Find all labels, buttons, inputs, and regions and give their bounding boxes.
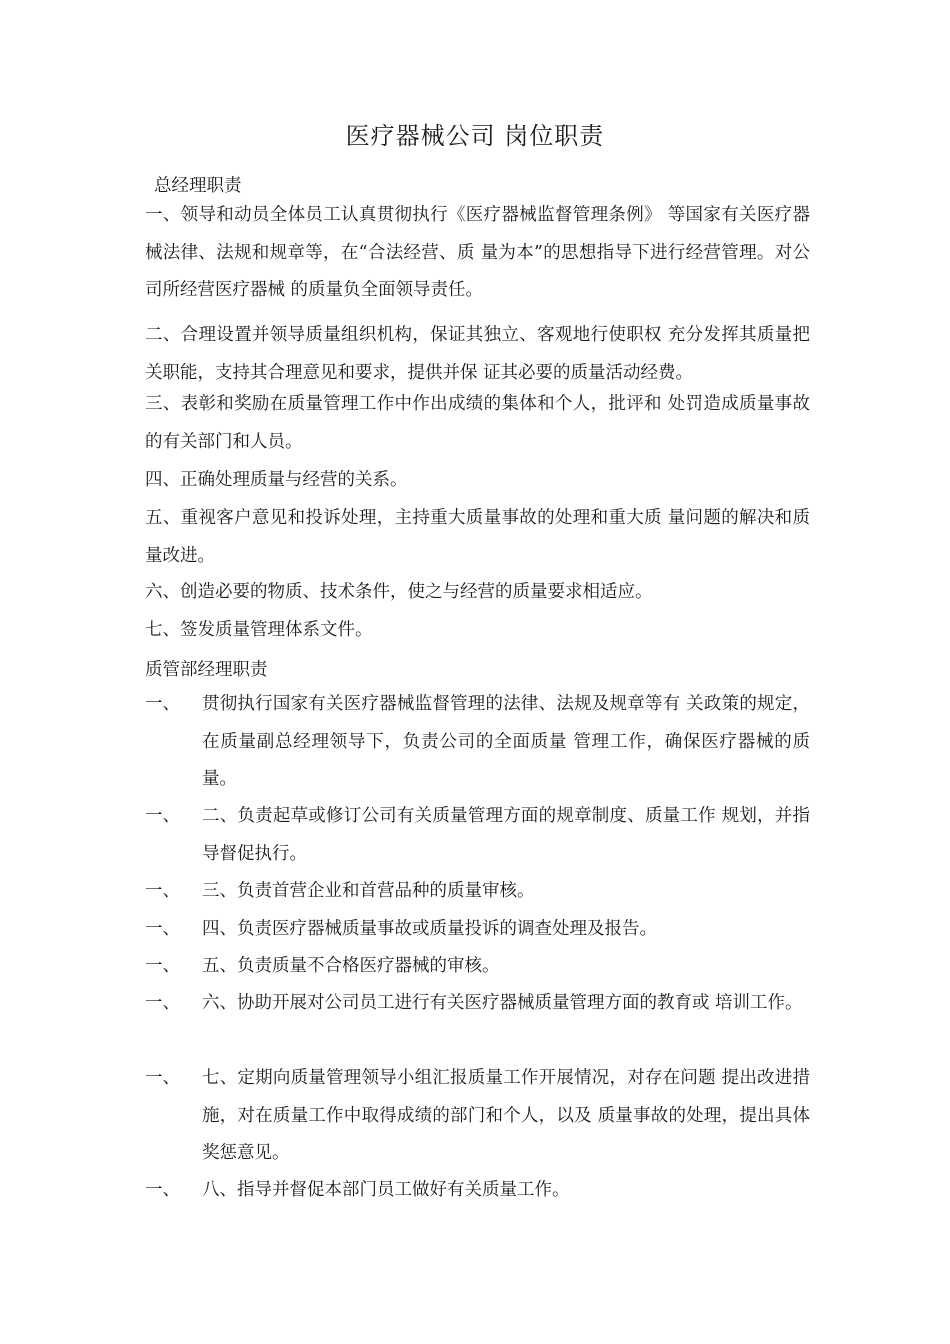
list-item-text: 五、负责质量不合格医疗器械的审核。 <box>202 956 500 976</box>
paragraph: 二、合理设置并领导质量组织机构，保证其独立、客观地行使职权 充分发挥其质量把关职能，支持其合理意见和要求，提供并保 证其必要的质量活动经费。 <box>145 325 810 383</box>
page-title: 医疗器械公司 岗位职责 <box>345 122 605 150</box>
list-item-text: 贯彻执行国家有关医疗器械监督管理的法律、法规及规章等有 关政策的规定，在质量副总经理领导下，负责公司的全面质量 管理工作，确保医疗器械的质量。 <box>202 694 810 789</box>
list-item <box>145 985 810 1023</box>
list-item-number: 一、 <box>145 956 180 976</box>
list-item-text: 六、协助开展对公司员工进行有关医疗器械质量管理方面的教育或 培训工作。 <box>202 993 803 1013</box>
paragraph: 四、正确处理质量与经营的关系。 <box>145 470 408 490</box>
list-item <box>145 1172 810 1210</box>
list-item <box>145 798 810 873</box>
list-item-text: 八、指导并督促本部门员工做好有关质量工作。 <box>202 1180 570 1200</box>
paragraph: 六、创造必要的物质、技术条件，使之与经营的质量要求相适应。 <box>145 582 653 602</box>
list-item-text: 四、负责医疗器械质量事故或质量投诉的调查处理及报告。 <box>202 919 657 939</box>
list-item-number: 一、 <box>145 1180 180 1200</box>
list-item <box>145 1060 810 1173</box>
list-item <box>145 911 810 949</box>
list-item-number: 一、 <box>145 806 180 826</box>
list-item-text: 三、负责首营企业和首营品种的质量审核。 <box>202 881 535 901</box>
paragraph: 三、表彰和奖励在质量管理工作中作出成绩的集体和个人，批评和 处罚造成质量事故的有关部门和人员。 <box>145 394 810 452</box>
paragraph: 七、签发质量管理体系文件。 <box>145 620 373 640</box>
list-item <box>145 873 810 911</box>
section-heading-general-manager: 总经理职责 <box>154 176 242 196</box>
paragraph: 一、领导和动员全体员工认真贯彻执行《医疗器械监督管理条例》 等国家有关医疗器械法律、法规和规章等，在“合法经营、质 量为本”的思想指导下进行经营管理。对公司所经营医疗器械 的质量负全面领导责任。 <box>145 205 810 300</box>
paragraph: 五、重视客户意见和投诉处理，主持重大质量事故的处理和重大质 量问题的解决和质量改进。 <box>145 508 810 566</box>
list-item-number: 一、 <box>145 1068 180 1088</box>
section-heading-quality-manager: 质管部经理职责 <box>145 660 268 680</box>
list-item-number: 一、 <box>145 881 180 901</box>
list-item <box>145 686 810 799</box>
list-item-number: 一、 <box>145 993 180 1013</box>
list-item-number: 一、 <box>145 694 180 714</box>
list-item-number: 一、 <box>145 919 180 939</box>
list-item <box>145 948 810 986</box>
list-item-text: 二、负责起草或修订公司有关质量管理方面的规章制度、质量工作 规划，并指导督促执行。 <box>202 806 810 864</box>
list-item-text: 七、定期向质量管理领导小组汇报质量工作开展情况，对存在问题 提出改进措施，对在质量工作中取得成绩的部门和个人，以及 质量事故的处理，提出具体奖惩意见。 <box>202 1068 810 1163</box>
